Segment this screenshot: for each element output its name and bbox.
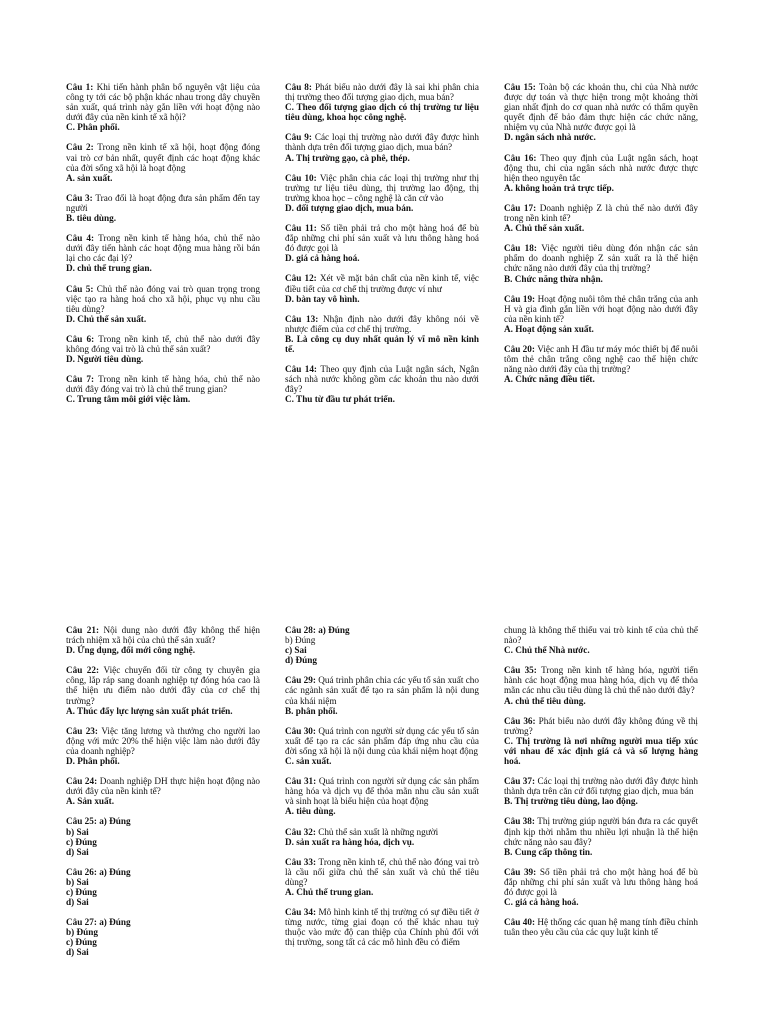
answer-text: A. tiêu dùng. [285,806,336,817]
page-2-column-1 [66,625,260,968]
answer-text: B. phân phối. [285,705,338,716]
answer-option: b) Đúng [66,927,98,938]
question-number: Câu 10 [285,172,314,183]
question-text: Quá trình phân chia các yếu tố sản xuất cho các ngành sản xuất để tạo ra sản phẩm là nội dung của khái niệm [285,675,479,706]
answer-option: b) Đúng [285,635,316,646]
question-text: Việc người tiêu dùng đón nhận các sản phẩm do doanh nghiệp Z sản xuất ra là thể hiện chức năng nào dưới đây của thị trường? [504,243,698,274]
answer-text: A. chủ thể tiêu dùng. [504,695,586,706]
answer-option: a) Đúng [318,625,350,635]
question-number: Câu 34 [285,907,313,918]
question-text: Việc phân chia các loại thị trường như thị trường tư liệu tiêu dùng, thị trường lao động, thị trường khoa học – công nghệ là căn cứ vào [285,172,479,203]
question-text: Doanh nghiệp DH thực hiện hoạt động nào dưới đây của nền kinh tế? [66,776,261,797]
question-number: Câu 19 [504,293,533,304]
question-number: Câu 37 [504,776,532,787]
question-block: Câu 20: Việc anh H đầu tư máy móc thiết bị để nuôi tôm thẻ chân trắng công nghệ cao thể hiện chức năng nào dưới đây của thị trường? A. Chức năng điều tiết. [504,343,699,385]
answer-text: D. Người tiêu dùng. [66,354,144,365]
page-1-column-1 [66,82,260,414]
question-text: Trong nền kinh tế xã hội, hoạt động đóng vai trò cơ bản nhất, quyết định các hoạt động khác của đời sống xã hội là hoạt động [66,142,261,173]
question-text: Chủ thể sản xuất là những người [318,826,439,837]
answer-text: A. không hoàn trả trực tiếp. [504,182,614,193]
question-block: Câu 6: Trong nền kinh tế, chủ thể nào dưới đây không đóng vai trò là chủ thể sản xuất? D. Người tiêu dùng. [66,333,261,365]
question-block: Câu 24: Doanh nghiệp DH thực hiện hoạt động nào dưới đây của nền kinh tế? A. Sản xuất. [66,776,261,807]
answer-text: D. ngân sách nhà nước. [504,132,596,143]
answer-text: B. Chức năng thừa nhận. [504,273,603,284]
question-block [504,625,698,655]
question-text: Doanh nghiệp Z là chủ thể nào dưới đây trong nền kinh tế? [504,202,699,224]
question-text: Việc chuyển đổi từ công ty chuyên gia công, lắp ráp sang doanh nghiệp tự đóng hóa cao là thể hiện ưu điểm nào dưới đây của cơ chế thị trường? [66,665,261,706]
question-block: Câu 38: Thị trường giúp người bán đưa ra các quyết định kịp thời nhằm thu nhiều lợi nhuận là thể hiện chức năng nào sau đây? B. Cung cấp thông tin. [504,816,699,857]
question-block: Câu 28: a) Đúng b) Đúng c) Sai d) Đúng [285,625,479,665]
answer-option: c) Sai [285,645,307,656]
question-number: Câu 28 [285,625,313,635]
answer-text: C. sản xuất. [285,756,332,767]
question-text: Theo quy định của Luật ngân sách, hoạt động thu, chi của ngân sách nhà nước được thực hiện theo nguyên tắc [504,152,699,183]
answer-text: A. sản xuất. [66,172,113,183]
question-text: Việc anh H đầu tư máy móc thiết bị để nuôi tôm thẻ chân trắng công nghệ cao thể hiện chức năng nào dưới đây của thị trường? [504,343,699,375]
question-block: Câu 25: a) Đúng b) Sai c) Đúng d) Sai [66,816,260,856]
question-block: Câu 26: a) Đúng b) Sai c) Đúng d) Sai [66,867,260,907]
question-text: Thị trường giúp người bán đưa ra các quyết định kịp thời nhằm thu nhiều lợi nhuận là thể hiện chức năng nào sau đây? [504,816,699,847]
question-number: Câu 35 [504,665,534,676]
answer-text: D. Ứng dụng, đổi mới công nghệ. [66,645,196,656]
question-block: Câu 27: a) Đúng b) Đúng c) Đúng d) Sai [66,917,260,957]
question-text: Trong nền kinh tế, chủ thể nào đóng vai trò là cầu nối giữa chủ thể sản xuất và chủ thể tiêu dùng? [285,856,479,887]
question-number: Câu 24 [66,776,95,787]
question-number: Câu 2 [66,142,91,153]
answer-text: D. đối tượng giao dịch, mua bán. [285,202,414,213]
question-number: Câu 29 [285,675,313,686]
question-text: Trong nền kinh tế hàng hóa, chủ thể nào dưới đây đóng vai trò là chủ thể trung gian? [66,374,260,395]
question-text: Các loại thị trường nào dưới đây được hình thành dựa trên căn cứ đối tượng giao dịch, mua bán [504,776,698,797]
question-number: Câu 39 [504,866,534,877]
question-block: Câu 1: Khi tiến hành phân bổ nguyên vật liệu của công ty tới các bộ phận khác nhau trong dây chuyền sản xuất, quá trình này gắn liền với hoạt động nào dưới đây của nền kinh tế xã hội? C. Phân phối. [66,82,261,133]
question-number: Câu 31 [285,776,314,787]
answer-text: C. Trung tâm môi giới việc làm. [66,394,191,405]
question-block: Câu 16: Theo quy định của Luật ngân sách, hoạt động thu, chi của ngân sách nhà nước được thực hiện theo nguyên tắc A. không hoàn trả trực tiếp. [504,152,699,193]
question-text: Xét về mặt bản chất của nền kinh tế, việc điều tiết của cơ chế thị trường được ví như [285,273,479,294]
question-block: Câu 29: Quá trình phân chia các yếu tố sản xuất cho các ngành sản xuất để tạo ra sản phẩm là nội dung của khái niệm B. phân phối. [285,675,479,716]
answer-text: C. giá cả hàng hoá. [504,897,579,908]
question-text: Khi tiến hành phân bổ nguyên vật liệu của công ty tới các bộ phận khác nhau trong dây chuyền sản xuất, quá trình này gắn liền với hoạt động nào dưới đây của nền kinh tế xã hội? [66,82,261,123]
question-block: Câu 37: Các loại thị trường nào dưới đây được hình thành dựa trên căn cứ đối tượng giao dịch, mua bán B. Thị trường tiêu dùng, lao động. [504,776,698,807]
question-block: Câu 12: Xét về mặt bản chất của nền kinh tế, việc điều tiết của cơ chế thị trường được ví như D. bàn tay vô hình. [285,273,479,304]
question-block: Câu 33: Trong nền kinh tế, chủ thể nào đóng vai trò là cầu nối giữa chủ thể sản xuất và chủ thể tiêu dùng? A. Chủ thể trung gian. [285,856,479,897]
question-number: Câu 33 [285,856,313,867]
question-text: Số tiền phải trả cho một hàng hoá để bù đắp những chi phí sản xuất và lưu thông hàng hoá đó được gọi là [504,866,698,897]
answer-text: D. Chủ thể sản xuất. [66,313,147,324]
page-1-column-2 [285,82,479,414]
question-text: Việc tăng lương và thưởng cho người lao động với mức 20% thể hiện việc làm nào dưới đây của doanh nghiệp? [66,725,261,756]
answer-option: b) Sai [66,876,89,887]
question-block: Câu 7: Trong nền kinh tế hàng hóa, chủ thể nào dưới đây đóng vai trò là chủ thể trung gian? C. Trung tâm môi giới việc làm. [66,374,260,405]
question-number: Câu 25 [66,816,94,827]
question-text: Phát biểu nào dưới đây không đúng về thị trường? [504,715,698,736]
question-number: Câu 3 [66,192,90,203]
question-block: Câu 22: Việc chuyển đổi từ công ty chuyên gia công, lắp ráp sang doanh nghiệp tự đóng hóa cao là thể hiện ưu điểm nào dưới đây của cơ chế thị trường? A. Thúc đẩy lực lượng sản xuất phát triển. [66,665,261,716]
question-block: Câu 32: Chủ thể sản xuất là những người D. sản xuất ra hàng hóa, dịch vụ. [285,827,479,847]
answer-text: D. bàn tay vô hình. [285,293,360,304]
question-text: Số tiền phải trả cho một hàng hoá để bù đắp những chi phí sản xuất và lưu thông hàng hoá đó được gọi là [285,223,480,254]
question-block: Câu 21: Nội dung nào dưới đây không thể hiện trách nhiệm xã hội của chủ thể sản xuất? D. Ứng dụng, đổi mới công nghệ. [66,625,261,656]
question-text: Chủ thể nào đóng vai trò quan trọng trong việc tạo ra hàng hoá cho xã hội, phục vụ nhu cầu tiêu dùng? [66,283,260,314]
question-block: Câu 13: Nhận định nào dưới đây không nói về nhược điểm của cơ chế thị trường. B. Là công cụ duy nhất quản lý vĩ mô nền kinh tế. [285,313,480,354]
question-block: Câu 19: Hoạt động nuôi tôm thẻ chân trắng của anh H và gia đình gắn liền với hoạt động nào dưới đây của nền kinh tế? A. Hoạt động sản xuất. [504,293,699,334]
answer-text: C. Phân phối. [66,122,120,133]
answer-option: d) Sai [66,846,89,857]
answer-option: d) Đúng [285,655,317,666]
question-block: Câu 40: Hệ thống các quan hệ mang tính điều chỉnh tuân theo yêu cầu của các quy luật kinh tế [504,917,698,938]
question-number: Câu 8 [285,82,309,92]
question-block: Câu 9: Các loại thị trường nào dưới đây được hình thành dựa trên đối tượng giao dịch, mua bán? A. Thị trường gạo, cà phê, thép. [285,132,479,163]
answer-text: B. tiêu dùng. [66,213,117,224]
question-text: Trong nền kinh tế hàng hóa, chủ thể nào dưới đây tiến hành các hoạt động mua hàng rồi bán lại cho các đại lý? [66,233,260,264]
page-2-column-2 [285,625,479,957]
question-text: Trao đổi là hoạt động đưa sản phẩm đến tay người [66,192,260,213]
question-number: Câu 14 [285,364,314,375]
question-number: Câu 9 [285,132,309,143]
answer-option: c) Đúng [66,836,97,847]
question-number: Câu 30 [285,725,313,736]
answer-option: a) Đúng [99,816,131,827]
question-block: Câu 5: Chủ thể nào đóng vai trò quan trọng trong việc tạo ra hàng hoá cho xã hội, phục vụ nhu cầu tiêu dùng? D. Chủ thể sản xuất. [66,283,260,324]
question-number: Câu 7 [66,374,91,385]
answer-text: A. Thị trường gạo, cà phê, thép. [285,152,410,163]
answer-option: d) Sai [66,947,89,958]
question-block: Câu 17: Doanh nghiệp Z là chủ thể nào dưới đây trong nền kinh tế? A. Chủ thể sản xuất. [504,202,699,234]
answer-text: C. Thị trường là nơi những người mua tiếp xúc với nhau để xác định giá cả và số lượng hàng hoá. [504,735,698,767]
question-text: chung là không thể thiếu vai trò kinh tế của chủ thể nào? [504,625,698,646]
question-text: Hoạt động nuôi tôm thẻ chân trắng của anh H và gia đình gắn liền với hoạt động nào dưới đây của nền kinh tế? [504,293,699,324]
question-text: Nhận định nào dưới đây không nói về nhược điểm của cơ chế thị trường. [285,313,480,334]
answer-option: a) Đúng [99,917,131,928]
question-text: Nội dung nào dưới đây không thể hiện trách nhiệm xã hội của chủ thể sản xuất? [66,625,261,646]
answer-text: B. Là công cụ duy nhất quản lý vĩ mô nền kinh tế. [285,333,479,354]
answer-text: A. Hoạt động sản xuất. [504,323,594,334]
question-block: Câu 11: Số tiền phải trả cho một hàng hoá để bù đắp những chi phí sản xuất và lưu thông hàng hoá đó được gọi là D. giá cả hàng hoá. [285,223,480,264]
question-number: Câu 12 [285,273,314,284]
question-block: Câu 8: Phát biểu nào dưới đây là sai khi phân chia thị trường theo đối tượng giao dịch, mua bán? C. Theo đối tượng giao dịch có thị trường tư liệu tiêu dùng, khoa học công nghệ. [285,82,480,123]
question-text: Các loại thị trường nào dưới đây được hình thành dựa trên đối tượng giao dịch, mua bán? [285,132,479,153]
question-text: Quá trình con người sử dụng các sản phẩm hàng hóa và dịch vụ để thỏa mãn nhu cầu sản xuất và sinh hoạt là biểu hiện của hoạt động [285,776,479,807]
page-2 [0,512,768,1024]
question-text: Phát biểu nào dưới đây là sai khi phân chia thị trường theo đối tượng giao dịch, mua bán? [285,82,480,103]
question-number: Câu 36 [504,715,533,726]
answer-option: c) Đúng [66,937,97,948]
answer-text: B. Thị trường tiêu dùng, lao động. [504,796,638,807]
question-number: Câu 17 [504,202,534,213]
question-text: Trong nền kinh tế hàng hóa, người tiến hành các hoạt động mua hàng hóa, dịch vụ để thỏa mãn các nhu cầu tiêu dùng là chủ thể nào dưới đây? [504,665,698,696]
question-block: Câu 35: Trong nền kinh tế hàng hóa, người tiến hành các hoạt động mua hàng hóa, dịch vụ để thỏa mãn các nhu cầu tiêu dùng là chủ thể nào dưới đây? A. chủ thể tiêu dùng. [504,665,698,706]
page-1-column-3 [504,82,698,394]
answer-text: A. Chức năng điều tiết. [504,374,595,385]
question-number: Câu 15 [504,82,533,92]
question-text: Hệ thống các quan hệ mang tính điều chỉnh tuân theo yêu cầu của các quy luật kinh tế [504,917,698,938]
question-number: Câu 22 [66,665,96,676]
question-text: Quá trình con người sử dụng các yếu tố sản xuất để tạo ra các sản phẩm đáp ứng nhu cầu của đời sống xã hội là nội dung của khái niệm hoạt động [285,725,480,756]
question-number: Câu 18 [504,243,534,254]
question-block: Câu 4: Trong nền kinh tế hàng hóa, chủ thể nào dưới đây tiến hành các hoạt động mua hàng rồi bán lại cho các đại lý? D. chủ thể trung gian. [66,233,260,274]
answer-text: A. Thúc đẩy lực lượng sản xuất phát triển. [66,705,233,716]
question-block: Câu 30: Quá trình con người sử dụng các yếu tố sản xuất để tạo ra các sản phẩm đáp ứng nhu cầu của đời sống xã hội là nội dung của khái niệm hoạt động C. sản xuất. [285,725,480,767]
answer-text: A. Chủ thể trung gian. [285,886,374,897]
question-block: Câu 18: Việc người tiêu dùng đón nhận các sản phẩm do doanh nghiệp Z sản xuất ra là thể hiện chức năng nào dưới đây của thị trường? B. Chức năng thừa nhận. [504,243,698,284]
question-text: Trong nền kinh tế, chủ thể nào dưới đây không đóng vai trò là chủ thể sản xuất? [66,333,261,354]
question-number: Câu 20 [504,343,532,354]
question-block: Câu 15: Toàn bộ các khoản thu, chi của Nhà nước được dự toán và thực hiện trong một khoảng thời gian nhất định do cơ quan nhà nước có thẩm quyền quyết định để bảo đảm thực hiện các chức năng, nhiệm vụ của Nhà nước được gọi là D. ngân sách nhà nước. [504,82,699,143]
answer-text: D. chủ thể trung gian. [66,263,152,274]
question-number: Câu 26 [66,866,94,877]
question-block: Câu 10: Việc phân chia các loại thị trường như thị trường tư liệu tiêu dùng, thị trường lao động, thị trường khoa học – công nghệ là căn cứ vào D. đối tượng giao dịch, mua bán. [285,172,479,213]
page-2-column-3 [504,625,698,947]
question-number: Câu 4 [66,233,91,244]
answer-text: B. Cung cấp thông tin. [504,846,593,857]
question-number: Câu 40 [504,917,532,928]
question-text: Theo quy định của Luật ngân sách, Ngân sách nhà nước không gồm các khoản thu nào dưới đây? [285,364,480,395]
question-number: Câu 21 [66,625,96,635]
answer-text: D. Phân phối. [66,756,120,767]
question-number: Câu 38 [504,816,532,827]
answer-text: C. Thu từ đầu tư phát triển. [285,394,395,405]
question-number: Câu 32 [285,826,313,837]
answer-text: D. sản xuất ra hàng hóa, dịch vụ. [285,836,415,847]
question-block: Câu 14: Theo quy định của Luật ngân sách, Ngân sách nhà nước không gồm các khoản thu nào dưới đây? C. Thu từ đầu tư phát triển. [285,364,480,405]
question-number: Câu 16 [504,152,534,163]
question-text: Toàn bộ các khoản thu, chi của Nhà nước được dự toán và thực hiện trong một khoảng thời gian nhất định do cơ quan nhà nước có thẩm quyền quyết định để bảo đảm thực hiện các chức năng, nhiệm vụ của Nhà nước được gọi là [504,82,699,133]
question-number: Câu 6 [66,333,92,344]
question-block: Câu 31: Quá trình con người sử dụng các sản phẩm hàng hóa và dịch vụ để thỏa mãn nhu cầu sản xuất và sinh hoạt là biểu hiện của hoạt động A. tiêu dùng. [285,776,479,817]
answer-option: b) Sai [66,826,89,837]
answer-option: a) Đúng [99,866,131,877]
question-number: Câu 23 [66,725,95,736]
question-block: Câu 39: Số tiền phải trả cho một hàng hoá để bù đắp những chi phí sản xuất và lưu thông hàng hoá đó được gọi là C. giá cả hàng hoá. [504,866,698,908]
question-number: Câu 1 [66,82,91,92]
question-block: Câu 2: Trong nền kinh tế xã hội, hoạt động đóng vai trò cơ bản nhất, quyết định các hoạt động khác của đời sống xã hội là hoạt động A. sản xuất. [66,142,261,183]
question-block: Câu 23: Việc tăng lương và thưởng cho người lao động với mức 20% thể hiện việc làm nào dưới đây của doanh nghiệp? D. Phân phối. [66,725,261,767]
question-number: Câu 13 [285,313,316,324]
question-number: Câu 5 [66,283,91,294]
answer-text: C. Theo đối tượng giao dịch có thị trường tư liệu tiêu dùng, khoa học công nghệ. [285,102,479,123]
question-number: Câu 11 [285,223,314,234]
answer-text: A. Sản xuất. [66,796,114,807]
question-block: Câu 3: Trao đổi là hoạt động đưa sản phẩm đến tay người B. tiêu dùng. [66,192,260,224]
answer-option: d) Sai [66,897,89,908]
answer-option: c) Đúng [66,886,97,897]
answer-text: D. giá cả hàng hoá. [285,253,360,264]
question-block: Câu 36: Phát biểu nào dưới đây không đúng về thị trường? C. Thị trường là nơi những người mua tiếp xúc với nhau để xác định giá cả và số lượng hàng hoá. [504,715,698,767]
question-block: Câu 34: Mô hình kinh tế thị trường có sự điều tiết ở từng nước, từng giai đoạn có thể khác nhau tuỳ thuộc vào mức độ can thiệp của Chính phủ đối với thị trường, song tất cả các mô hình đều có điểm [285,907,480,948]
question-text: Mô hình kinh tế thị trường có sự điều tiết ở từng nước, từng giai đoạn có thể khác nhau tuỳ thuộc vào mức độ can thiệp của Chính phủ đối với thị trường, song tất cả các mô hình đều có điểm [285,907,480,948]
answer-text: C. Chủ thể Nhà nước. [504,645,590,656]
question-number: Câu 27 [66,917,94,928]
answer-text: A. Chủ thể sản xuất. [504,223,585,234]
